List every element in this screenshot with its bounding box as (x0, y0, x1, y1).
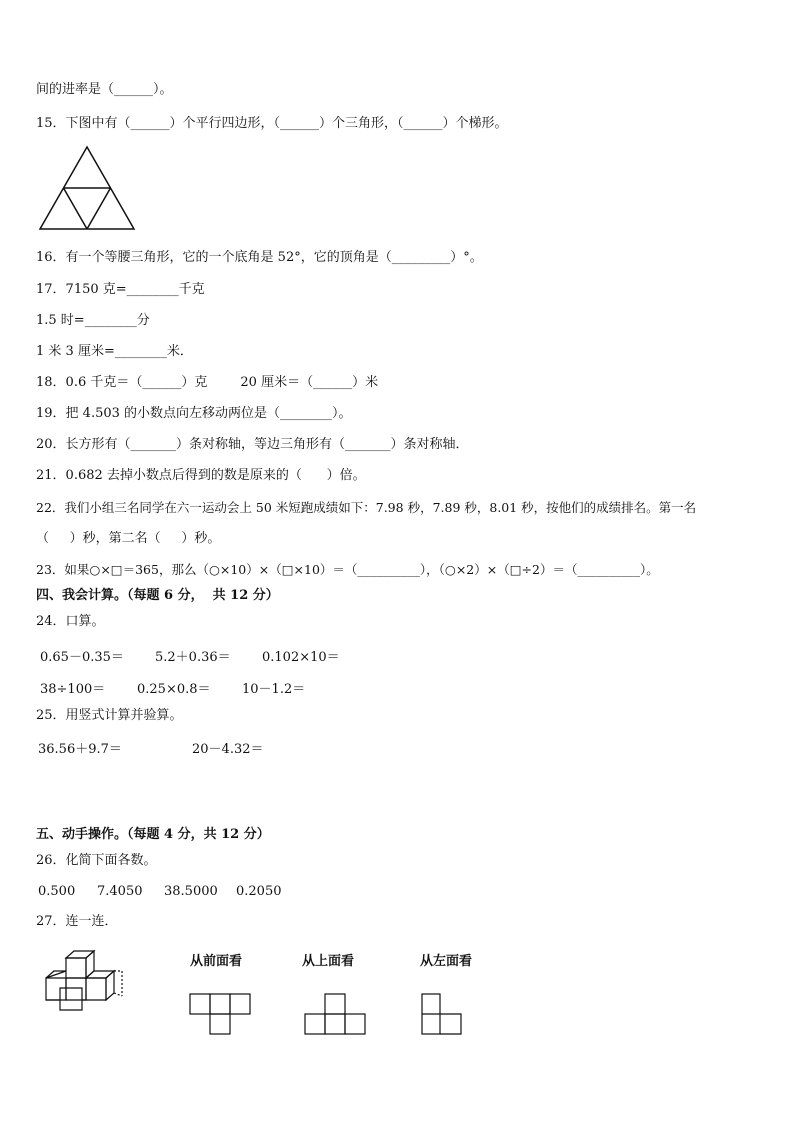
question-22a: 22．我们小组三名同学在六一运动会上 50 米短跑成绩如下：7.98 秒，7.89 秒，8.01 秒，按他们的成绩排名。第一名 (36, 500, 697, 515)
simplify-number: 7.4050 (97, 884, 143, 899)
simplify-number: 0.2050 (236, 884, 282, 899)
question-21: 21．0.682 去掉小数点后得到的数是原来的（ ）倍。 (36, 468, 366, 483)
question-17c: 1 米 3 厘米=________米． (36, 344, 193, 359)
left-view-label: 从左面看 (420, 954, 473, 969)
top-view-drawing (304, 993, 368, 1035)
calc-item: 0.25×0.8＝ (137, 682, 211, 697)
question-19: 19．把 4.503 的小数点向左移动两位是（________）。 (36, 406, 352, 421)
question-24: 24．口算。 (36, 614, 105, 629)
section-5-heading: 五、动手操作。（每题 4 分，共 12 分） (36, 827, 270, 842)
triangle-figure (38, 145, 136, 231)
question-16: 16．有一个等腰三角形，它的一个底角是 52°，它的顶角是（_________）°。 (36, 250, 483, 265)
front-view-label: 从前面看 (190, 954, 243, 969)
cube-arrangement-figure (42, 948, 138, 1016)
section-4-heading: 四、我会计算。（每题 6 分， 共 12 分） (36, 588, 279, 603)
question-17b: 1.5 时=________分 (36, 313, 150, 328)
front-view-drawing (189, 993, 253, 1035)
calc-item: 0.65－0.35＝ (40, 650, 124, 665)
question-23: 23．如果○×□＝365，那么（○×10）×（□×10）＝（__________），（○×2）×（□÷2）＝（__________）。 (36, 562, 659, 577)
question-22b: （ ）秒，第二名（ ）秒。 (36, 531, 221, 546)
calc-item: 10－1.2＝ (242, 682, 306, 697)
q14-tail: 间的进率是（______）。 (36, 82, 173, 97)
question-18: 18．0.6 千克＝（______）克 20 厘米＝（______）米 (36, 375, 379, 390)
question-17a: 17．7150 克=________千克 (36, 282, 205, 297)
calc-item: 0.102×10＝ (262, 650, 340, 665)
left-view-drawing (421, 993, 465, 1035)
question-27: 27．连一连． (36, 914, 118, 929)
question-20: 20．长方形有（_______）条对称轴，等边三角形有（_______）条对称轴． (36, 437, 469, 452)
question-26: 26．化简下面各数。 (36, 853, 157, 868)
vertical-calc-item: 20－4.32＝ (192, 742, 264, 757)
simplify-number: 38.5000 (164, 884, 218, 899)
vertical-calc-item: 36.56＋9.7＝ (38, 742, 122, 757)
question-15: 15．下图中有（______）个平行四边形，（______）个三角形，（______）个梯形。 (36, 116, 508, 131)
simplify-number: 0.500 (38, 884, 76, 899)
calc-item: 5.2＋0.36＝ (155, 650, 231, 665)
question-25: 25．用竖式计算并验算。 (36, 708, 183, 723)
calc-item: 38÷100＝ (40, 682, 106, 697)
top-view-label: 从上面看 (302, 954, 355, 969)
